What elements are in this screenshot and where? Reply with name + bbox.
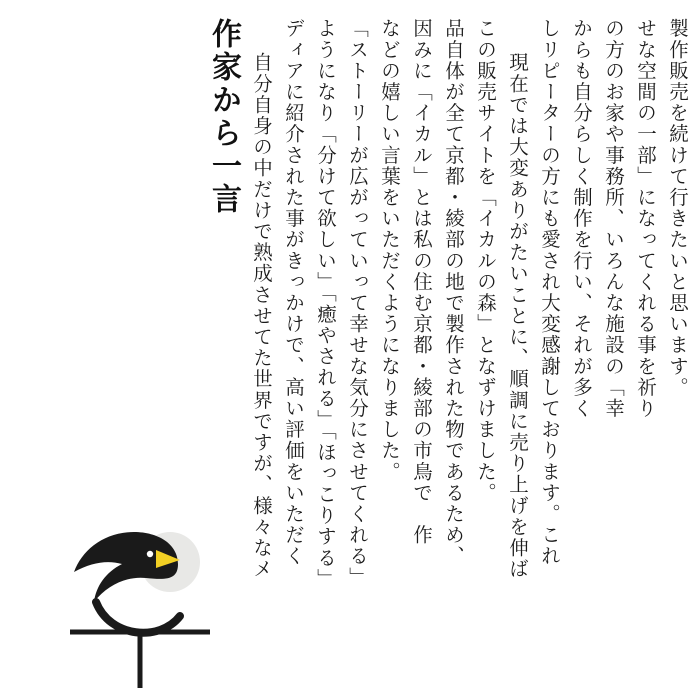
ikaru-bird-illustration xyxy=(30,520,250,700)
bird-body-shape xyxy=(74,532,178,602)
body-line: などの嬉しい言葉をいただくようになりました。 xyxy=(378,18,399,483)
body-line: ディアに紹介された事がきっかけで、高い評価をいただく xyxy=(282,18,303,567)
body-line: この販売サイトを「イカルの森」となずけました。 xyxy=(474,18,495,504)
body-line: 現在では大変ありがたいことに、順調に売り上げを伸ば xyxy=(506,52,527,580)
body-line: せな空間の一部」になってくれる事を祈り xyxy=(634,18,655,419)
bird-tail-shape xyxy=(96,602,180,633)
body-line: 因みに「イカル」とは私の住む京都・綾部の市鳥で 作 xyxy=(410,18,431,546)
page-title: 作家から一言 xyxy=(207,18,240,216)
body-line: しリピーターの方にも愛され大変感謝しております。これ xyxy=(538,18,559,567)
body-line: 「ストーリーが広がっていって幸せな気分にさせてくれる」 xyxy=(346,18,367,588)
body-line: 自分自身の中だけで熟成させてた世界ですが、様々なメ xyxy=(250,52,271,580)
bird-eye-shape xyxy=(147,551,153,557)
body-line: 製作販売を続けて行きたいと思います。 xyxy=(666,18,687,398)
body-line: ようになり「分けて欲しい」「癒やされる」「ほっこりする」 xyxy=(314,18,335,590)
body-line: からも自分らしく制作を行い、それが多く xyxy=(570,18,591,419)
vertical-text-block xyxy=(190,18,686,682)
body-line: の方のお家や事務所、いろんな施設の「幸 xyxy=(602,18,623,419)
body-line: 品自体が全て京都・綾部の地で製作された物であるため、 xyxy=(442,18,463,567)
